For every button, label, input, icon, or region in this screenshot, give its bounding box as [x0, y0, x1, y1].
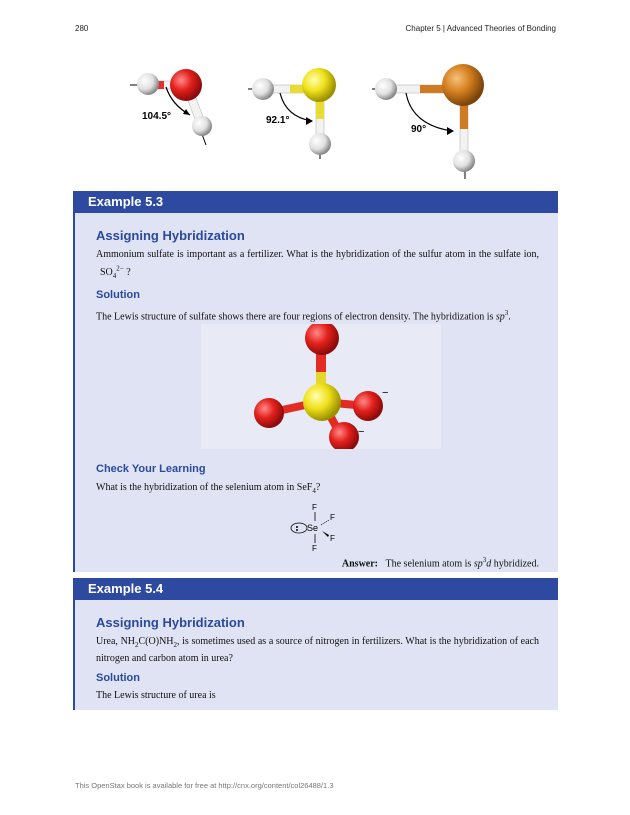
example-5-3-solution-heading: Solution	[96, 289, 140, 302]
svg-text:F: F	[312, 503, 317, 512]
example-5-4-title-bar: Example 5.4	[75, 578, 558, 600]
sulfate-ion-model	[201, 324, 441, 449]
example-5-4-solution-text: The Lewis structure of urea is	[96, 690, 216, 701]
charge-mark-2: −	[358, 426, 365, 438]
example-5-3-question: Ammonium sulfate is important as a fertilizer. What is the hybridization of the sulfur atom in the sulfate ion, $SO_4^{2-}$ ?	[96, 249, 539, 281]
svg-text:F: F	[330, 513, 335, 522]
h2s-angle-label: 92.1°	[266, 115, 290, 126]
chapter-header: Chapter 5 | Advanced Theories of Bonding	[405, 24, 556, 33]
example-5-3-solution-text: The Lewis structure of sulfate shows there are four regions of electron density. The hybridization is $sp^3$.	[96, 309, 511, 323]
h2se-angle-label: 90°	[411, 124, 427, 135]
example-5-4-question: Urea, $NH_2C(O)NH_2$, is sometimes used as a source of nitrogen in fertilizers. What is the hybridization of each nitrogen and carbon atom in urea?	[96, 636, 539, 664]
cyl-answer: Answer: The selenium atom is $sp^3d$ hybridized.	[341, 556, 539, 570]
hydrogen-sulfide-molecule	[248, 68, 336, 159]
check-your-learning-heading: Check Your Learning	[96, 463, 206, 475]
example-5-3	[73, 191, 558, 572]
hydrogen-selenide-molecule	[372, 64, 484, 179]
sef4-structure	[285, 500, 345, 552]
check-your-learning-question: What is the hybridization of the selenium atom in SeF$_4$?	[96, 482, 321, 495]
water-molecule	[130, 69, 212, 145]
svg-text:F: F	[312, 544, 317, 552]
example-5-4	[73, 578, 558, 710]
charge-mark-1: −	[382, 387, 389, 399]
water-angle-label: 104.5°	[142, 111, 172, 122]
example-5-3-title: Assigning Hybridization	[96, 228, 245, 243]
svg-text:F: F	[330, 534, 335, 543]
example-5-4-title: Assigning Hybridization	[96, 615, 245, 630]
bond-angle-figure	[120, 55, 510, 185]
page-number: 280	[75, 24, 89, 33]
example-5-3-title-bar: Example 5.3	[75, 191, 558, 213]
svg-text:Se: Se	[307, 523, 319, 533]
example-5-4-solution-heading: Solution	[96, 672, 140, 684]
footer-note: This OpenStax book is available for free at http://cnx.org/content/col26488/1.3	[75, 781, 334, 790]
sulfate-formula: $SO_4^{2-}$ ?	[100, 265, 131, 281]
